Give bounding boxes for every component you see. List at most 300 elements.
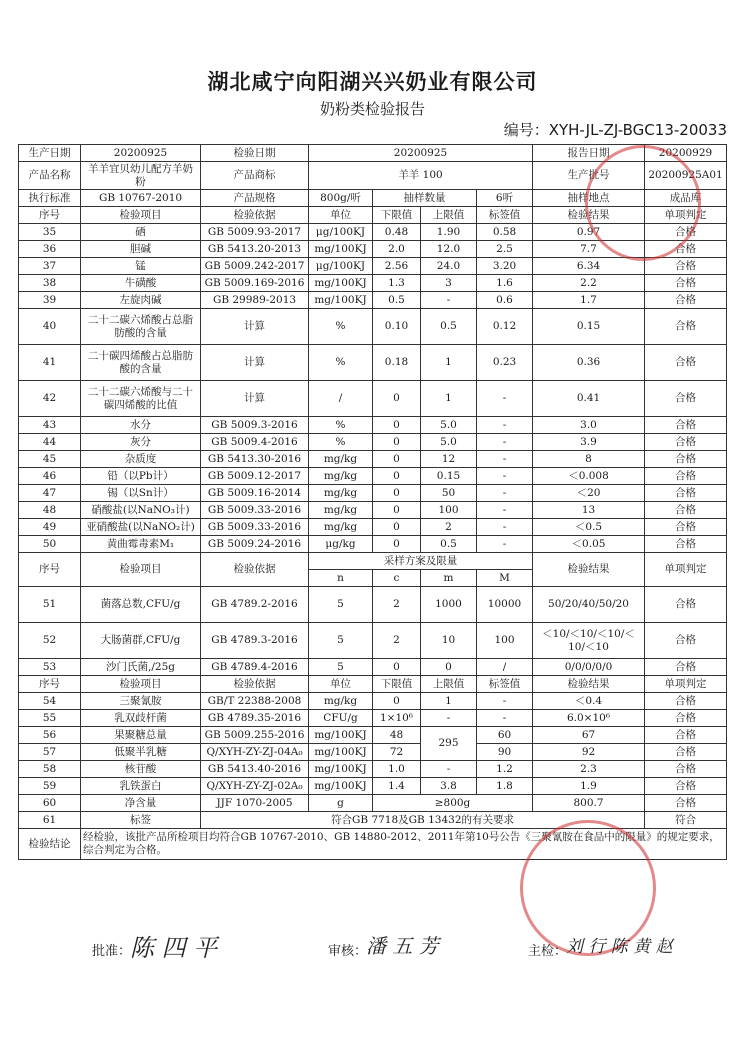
cell-item: 硝酸盐(以NaNO₃计): [81, 502, 201, 519]
cell-verdict: 合格: [645, 536, 727, 553]
conclusion-text: 经检验，该批产品所检项目均符合GB 10767-2010、GB 14880-2012、2011年第10号公告《三聚氰胺在食品中的限量》的规定要求，综合判定为合格。: [81, 829, 727, 860]
cell-upper: 12: [421, 451, 477, 468]
cell-upper: 12.0: [421, 241, 477, 258]
table-row: [19, 502, 727, 519]
cell-label: -: [477, 451, 533, 468]
cell-unit: mg/100KJ: [309, 744, 373, 761]
sample-site: 成品库: [645, 190, 727, 207]
cell-basis: GB 5009.93-2017: [201, 224, 309, 241]
cell-unit: CFU/g: [309, 710, 373, 727]
cell-verdict: 合格: [645, 623, 727, 659]
approve-signature: 陈 四 平: [130, 934, 218, 962]
micro-row: [19, 623, 727, 659]
cell-label: 1.2: [477, 761, 533, 778]
prod-date: 20200925: [81, 145, 201, 162]
brand-label: 产品商标: [201, 162, 309, 190]
report-number-label: 编号：: [503, 121, 549, 139]
conclusion-label: 检验结论: [19, 829, 81, 860]
cell-basis: 计算: [201, 345, 309, 381]
cell-seq: 41: [19, 345, 81, 381]
cell-verdict: 合格: [645, 275, 727, 292]
cell-upper: 1: [421, 693, 477, 710]
cell-c: 2: [373, 623, 421, 659]
cell-label: 60: [477, 727, 533, 744]
cell-basis: GB 5009.12-2017: [201, 468, 309, 485]
cell-result: ＜10/＜10/＜10/＜10/＜10: [533, 623, 645, 659]
brand: 羊羊 100: [309, 162, 533, 190]
cell-verdict: 合格: [645, 292, 727, 309]
micro-row: [19, 659, 727, 676]
cell-result: 1.7: [533, 292, 645, 309]
cell-item: 牛磺酸: [81, 275, 201, 292]
cell-lower: 0: [373, 451, 421, 468]
spec: 800g/听: [309, 190, 373, 207]
cell-seq: 45: [19, 451, 81, 468]
cell-n: 5: [309, 587, 373, 623]
report-date: 20200929: [645, 145, 727, 162]
micro-col-seq: 序号: [19, 553, 81, 587]
cell-lower: 2.56: [373, 258, 421, 275]
cell-upper: 100: [421, 502, 477, 519]
cell-lower: 0: [373, 417, 421, 434]
cell-item: 果聚糖总量: [81, 727, 201, 744]
cell-basis: Q/XYH-ZY-ZJ-04A₀: [201, 744, 309, 761]
cell-label: 2.5: [477, 241, 533, 258]
cell-lower: 0: [373, 519, 421, 536]
col-seq: 序号: [19, 207, 81, 224]
cell-item: 核苷酸: [81, 761, 201, 778]
table-row: [19, 345, 727, 381]
cell-label: 0.6: [477, 292, 533, 309]
cell-upper: 0.5: [421, 536, 477, 553]
cell-label: 0.12: [477, 309, 533, 345]
cell-seq: 51: [19, 587, 81, 623]
review-label: 审核：: [328, 944, 368, 959]
micro-header: [19, 553, 727, 570]
cell-verdict: 合格: [645, 659, 727, 676]
cell-result: 7.7: [533, 241, 645, 258]
cell-seq: 42: [19, 381, 81, 417]
cell-basis: 计算: [201, 309, 309, 345]
cell-item: 铅（以Pb计）: [81, 468, 201, 485]
micro-col-c: c: [373, 570, 421, 587]
cell-basis: JJF 1070-2005: [201, 795, 309, 812]
cell-result: 0/0/0/0/0: [533, 659, 645, 676]
cell-upper: 50: [421, 485, 477, 502]
cell-unit: μg/100KJ: [309, 258, 373, 275]
cell-result: 6.0×10⁶: [533, 710, 645, 727]
cell-label-requirement: 符合GB 7718及GB 13432的有关要求: [201, 812, 645, 829]
batch: 20200925A01: [645, 162, 727, 190]
cell-c: 2: [373, 587, 421, 623]
cell-seq: 49: [19, 519, 81, 536]
cell-seq: 58: [19, 761, 81, 778]
cell-verdict: 合格: [645, 727, 727, 744]
table-row: [19, 258, 727, 275]
cell-verdict: 合格: [645, 451, 727, 468]
table-row: [19, 519, 727, 536]
cell-item: 水分: [81, 417, 201, 434]
product-name-label: 产品名称: [19, 162, 81, 190]
cell-verdict: 合格: [645, 502, 727, 519]
cell-unit: mg/100KJ: [309, 241, 373, 258]
micro-col-basis: 检验依据: [201, 553, 309, 587]
cell-seq: 59: [19, 778, 81, 795]
cell-label: -: [477, 417, 533, 434]
cell-unit: mg/100KJ: [309, 761, 373, 778]
prod-date-label: 生产日期: [19, 145, 81, 162]
cell-unit: g: [309, 795, 373, 812]
cell-label: -: [477, 381, 533, 417]
cell-lower: 0: [373, 693, 421, 710]
cell-item: 左旋肉碱: [81, 292, 201, 309]
cell-verdict: 合格: [645, 258, 727, 275]
cell-result: 1.9: [533, 778, 645, 795]
cell-m: 10: [421, 623, 477, 659]
cell-seq: 55: [19, 710, 81, 727]
cell-result: 2.2: [533, 275, 645, 292]
col-label: 标签值: [477, 676, 533, 693]
cell-upper: 2: [421, 519, 477, 536]
cell-lower: 1.3: [373, 275, 421, 292]
cell-unit: mg/100KJ: [309, 778, 373, 795]
cell-basis: GB 4789.4-2016: [201, 659, 309, 676]
cell-upper: 24.0: [421, 258, 477, 275]
cell-upper: -: [421, 761, 477, 778]
sample-qty-label: 抽样数量: [373, 190, 477, 207]
cell-label: -: [477, 710, 533, 727]
cell-upper: 1: [421, 345, 477, 381]
col-item: 检验项目: [81, 676, 201, 693]
table-row: [19, 710, 727, 727]
table-row: [19, 468, 727, 485]
cell-lower: 0.5: [373, 292, 421, 309]
cell-result: ＜20: [533, 485, 645, 502]
cell-verdict: 合格: [645, 761, 727, 778]
cell-lower: 0: [373, 434, 421, 451]
col-upper: 上限值: [421, 676, 477, 693]
table-row: [19, 536, 727, 553]
cell-m: 1000: [421, 587, 477, 623]
col-verdict: 单项判定: [645, 207, 727, 224]
cell-verdict: 合格: [645, 778, 727, 795]
col-verdict: 单项判定: [645, 676, 727, 693]
cell-seq: 43: [19, 417, 81, 434]
cell-item: 二十碳四烯酸占总脂肪酸的含量: [81, 345, 201, 381]
micro-col-item: 检验项目: [81, 553, 201, 587]
table-header: [19, 676, 727, 693]
cell-result: ＜0.5: [533, 519, 645, 536]
cell-lower: 0: [373, 468, 421, 485]
cell-seq: 61: [19, 812, 81, 829]
report-number-value: XYH-JL-ZJ-BGC13-20033: [548, 121, 727, 139]
cell-M: 10000: [477, 587, 533, 623]
cell-lower: 1.4: [373, 778, 421, 795]
cell-limit: ≥800g: [373, 795, 533, 812]
cell-verdict: 合格: [645, 241, 727, 258]
cell-basis: GB 5009.242-2017: [201, 258, 309, 275]
cell-basis: GB 5413.30-2016: [201, 451, 309, 468]
micro-col-verdict: 单项判定: [645, 553, 727, 587]
cell-seq: 56: [19, 727, 81, 744]
cell-item: 乳铁蛋白: [81, 778, 201, 795]
cell-seq: 60: [19, 795, 81, 812]
cell-basis: GB 4789.35-2016: [201, 710, 309, 727]
cell-m: 0: [421, 659, 477, 676]
cell-verdict: 合格: [645, 795, 727, 812]
cell-verdict: 合格: [645, 381, 727, 417]
table-row: [19, 761, 727, 778]
cell-upper: 1: [421, 381, 477, 417]
test-date-label: 检验日期: [201, 145, 309, 162]
cell-seq: 36: [19, 241, 81, 258]
cell-lower: 48: [373, 727, 421, 744]
cell-seq: 44: [19, 434, 81, 451]
cell-unit: mg/kg: [309, 693, 373, 710]
table-row: [19, 744, 727, 761]
cell-unit: mg/kg: [309, 519, 373, 536]
cell-item: 硒: [81, 224, 201, 241]
col-lower: 下限值: [373, 207, 421, 224]
cell-verdict: 合格: [645, 744, 727, 761]
cell-upper: 5.0: [421, 434, 477, 451]
cell-label: -: [477, 434, 533, 451]
cell-basis: GB 5009.255-2016: [201, 727, 309, 744]
cell-label: 3.20: [477, 258, 533, 275]
cell-upper: 0.15: [421, 468, 477, 485]
cell-lower: 1.0: [373, 761, 421, 778]
cell-unit: μg/kg: [309, 536, 373, 553]
cell-verdict: 合格: [645, 309, 727, 345]
cell-label: 1.6: [477, 275, 533, 292]
cell-unit: mg/100KJ: [309, 292, 373, 309]
company-title: 湖北咸宁向阳湖兴兴奶业有限公司: [207, 70, 538, 94]
cell-item: 胆碱: [81, 241, 201, 258]
cell-label: 1.8: [477, 778, 533, 795]
col-item: 检验项目: [81, 207, 201, 224]
cell-unit: %: [309, 345, 373, 381]
cell-unit: mg/kg: [309, 468, 373, 485]
test-label: 主检：: [528, 944, 568, 959]
cell-basis: Q/XYH-ZY-ZJ-02A₀: [201, 778, 309, 795]
cell-label: -: [477, 502, 533, 519]
cell-lower: 0: [373, 485, 421, 502]
cell-result: 50/20/40/50/20: [533, 587, 645, 623]
cell-unit: mg/100KJ: [309, 275, 373, 292]
batch-label: 生产批号: [533, 162, 645, 190]
table-row: [19, 727, 727, 744]
standard: GB 10767-2010: [81, 190, 201, 207]
cell-M: 100: [477, 623, 533, 659]
cell-result: ＜0.4: [533, 693, 645, 710]
cell-upper: -: [421, 710, 477, 727]
cell-item: 标签: [81, 812, 201, 829]
cell-result: 800.7: [533, 795, 645, 812]
cell-lower: 0.10: [373, 309, 421, 345]
cell-item: 二十二碳六烯酸与二十碳四烯酸的比值: [81, 381, 201, 417]
cell-basis: GB 5009.33-2016: [201, 519, 309, 536]
cell-unit: mg/100KJ: [309, 727, 373, 744]
cell-seq: 54: [19, 693, 81, 710]
table-row: [19, 795, 727, 812]
cell-basis: GB/T 22388-2008: [201, 693, 309, 710]
cell-basis: GB 5009.33-2016: [201, 502, 309, 519]
standard-label: 执行标准: [19, 190, 81, 207]
cell-label: -: [477, 536, 533, 553]
cell-M: /: [477, 659, 533, 676]
cell-seq: 50: [19, 536, 81, 553]
cell-basis: 计算: [201, 381, 309, 417]
cell-result: 0.97: [533, 224, 645, 241]
cell-upper: 0.5: [421, 309, 477, 345]
cell-item: 低聚半乳糖: [81, 744, 201, 761]
cell-basis: GB 5413.40-2016: [201, 761, 309, 778]
table-row: [19, 434, 727, 451]
cell-upper: 3.8: [421, 778, 477, 795]
col-basis: 检验依据: [201, 676, 309, 693]
cell-seq: 47: [19, 485, 81, 502]
cell-c: 0: [373, 659, 421, 676]
cell-lower: 72: [373, 744, 421, 761]
cell-unit: /: [309, 381, 373, 417]
cell-basis: GB 5413.20-2013: [201, 241, 309, 258]
cell-seq: 40: [19, 309, 81, 345]
cell-item: 沙门氏菌,/25g: [81, 659, 201, 676]
cell-item: 黄曲霉毒素M₁: [81, 536, 201, 553]
cell-unit: %: [309, 417, 373, 434]
report-date-label: 报告日期: [533, 145, 645, 162]
cell-label: 0.23: [477, 345, 533, 381]
test-signature: 刘 行 陈 黄 赵: [566, 937, 673, 957]
cell-upper: 295: [421, 727, 477, 761]
cell-basis: GB 5009.4-2016: [201, 434, 309, 451]
cell-lower: 2.0: [373, 241, 421, 258]
cell-unit: %: [309, 309, 373, 345]
cell-upper: 5.0: [421, 417, 477, 434]
table-row: [19, 778, 727, 795]
cell-verdict: 合格: [645, 587, 727, 623]
cell-lower: 0: [373, 381, 421, 417]
cell-unit: mg/kg: [309, 485, 373, 502]
cell-item: 锰: [81, 258, 201, 275]
cell-result: 0.41: [533, 381, 645, 417]
cell-result: ＜0.008: [533, 468, 645, 485]
cell-verdict: 合格: [645, 224, 727, 241]
cell-lower: 1×10⁶: [373, 710, 421, 727]
cell-n: 5: [309, 659, 373, 676]
cell-seq: 57: [19, 744, 81, 761]
cell-item: 大肠菌群,CFU/g: [81, 623, 201, 659]
col-basis: 检验依据: [201, 207, 309, 224]
cell-unit: mg/kg: [309, 451, 373, 468]
cell-lower: 0.48: [373, 224, 421, 241]
cell-result: 3.9: [533, 434, 645, 451]
cell-verdict: 合格: [645, 710, 727, 727]
approve-label: 批准：: [92, 944, 132, 959]
table-row: [19, 451, 727, 468]
micro-col-m: m: [421, 570, 477, 587]
cell-label: -: [477, 519, 533, 536]
cell-label: 90: [477, 744, 533, 761]
cell-label: -: [477, 468, 533, 485]
col-lower: 下限值: [373, 676, 421, 693]
cell-result: 6.34: [533, 258, 645, 275]
cell-result: 0.15: [533, 309, 645, 345]
cell-basis: GB 29989-2013: [201, 292, 309, 309]
review-signature: 潘 五 芳: [366, 934, 439, 958]
cell-item: 净含量: [81, 795, 201, 812]
micro-col-n: n: [309, 570, 373, 587]
col-unit: 单位: [309, 207, 373, 224]
cell-result: 0.36: [533, 345, 645, 381]
cell-seq: 48: [19, 502, 81, 519]
cell-result: 3.0: [533, 417, 645, 434]
cell-verdict: 合格: [645, 519, 727, 536]
cell-label: -: [477, 693, 533, 710]
cell-item: 乳双歧杆菌: [81, 710, 201, 727]
cell-unit: mg/kg: [309, 502, 373, 519]
col-seq: 序号: [19, 676, 81, 693]
cell-result: 2.3: [533, 761, 645, 778]
cell-upper: 1.90: [421, 224, 477, 241]
cell-item: 亚硝酸盐(以NaNO₂计): [81, 519, 201, 536]
cell-n: 5: [309, 623, 373, 659]
company-seal-top: [585, 145, 701, 261]
cell-item: 菌落总数,CFU/g: [81, 587, 201, 623]
spec-label: 产品规格: [201, 190, 309, 207]
cell-item: 锡（以Sn计）: [81, 485, 201, 502]
cell-seq: 46: [19, 468, 81, 485]
sample-site-label: 抽样地点: [533, 190, 645, 207]
table-row: [19, 381, 727, 417]
cell-item: 杂质度: [81, 451, 201, 468]
col-upper: 上限值: [421, 207, 477, 224]
table-row: [19, 485, 727, 502]
cell-result: 13: [533, 502, 645, 519]
cell-result: 92: [533, 744, 645, 761]
cell-result: 8: [533, 451, 645, 468]
cell-label: -: [477, 485, 533, 502]
table-row: [19, 309, 727, 345]
cell-lower: 0: [373, 536, 421, 553]
table-row: [19, 275, 727, 292]
cell-basis: GB 5009.3-2016: [201, 417, 309, 434]
micro-col-M: M: [477, 570, 533, 587]
cell-verdict: 符合: [645, 812, 727, 829]
cell-upper: -: [421, 292, 477, 309]
cell-verdict: 合格: [645, 434, 727, 451]
cell-verdict: 合格: [645, 468, 727, 485]
cell-seq: 37: [19, 258, 81, 275]
cell-unit: %: [309, 434, 373, 451]
table-row: [19, 812, 727, 829]
table-row: [19, 693, 727, 710]
cell-lower: 0.18: [373, 345, 421, 381]
micro-col-plan: 采样方案及限量: [309, 553, 533, 570]
cell-basis: GB 4789.2-2016: [201, 587, 309, 623]
cell-unit: μg/100KJ: [309, 224, 373, 241]
cell-item: 三聚氰胺: [81, 693, 201, 710]
cell-basis: GB 5009.24-2016: [201, 536, 309, 553]
cell-seq: 53: [19, 659, 81, 676]
micro-row: [19, 587, 727, 623]
test-date: 20200925: [309, 145, 533, 162]
cell-seq: 35: [19, 224, 81, 241]
cell-verdict: 合格: [645, 345, 727, 381]
table-row: [19, 417, 727, 434]
report-number: [504, 119, 727, 140]
cell-basis: GB 4789.3-2016: [201, 623, 309, 659]
